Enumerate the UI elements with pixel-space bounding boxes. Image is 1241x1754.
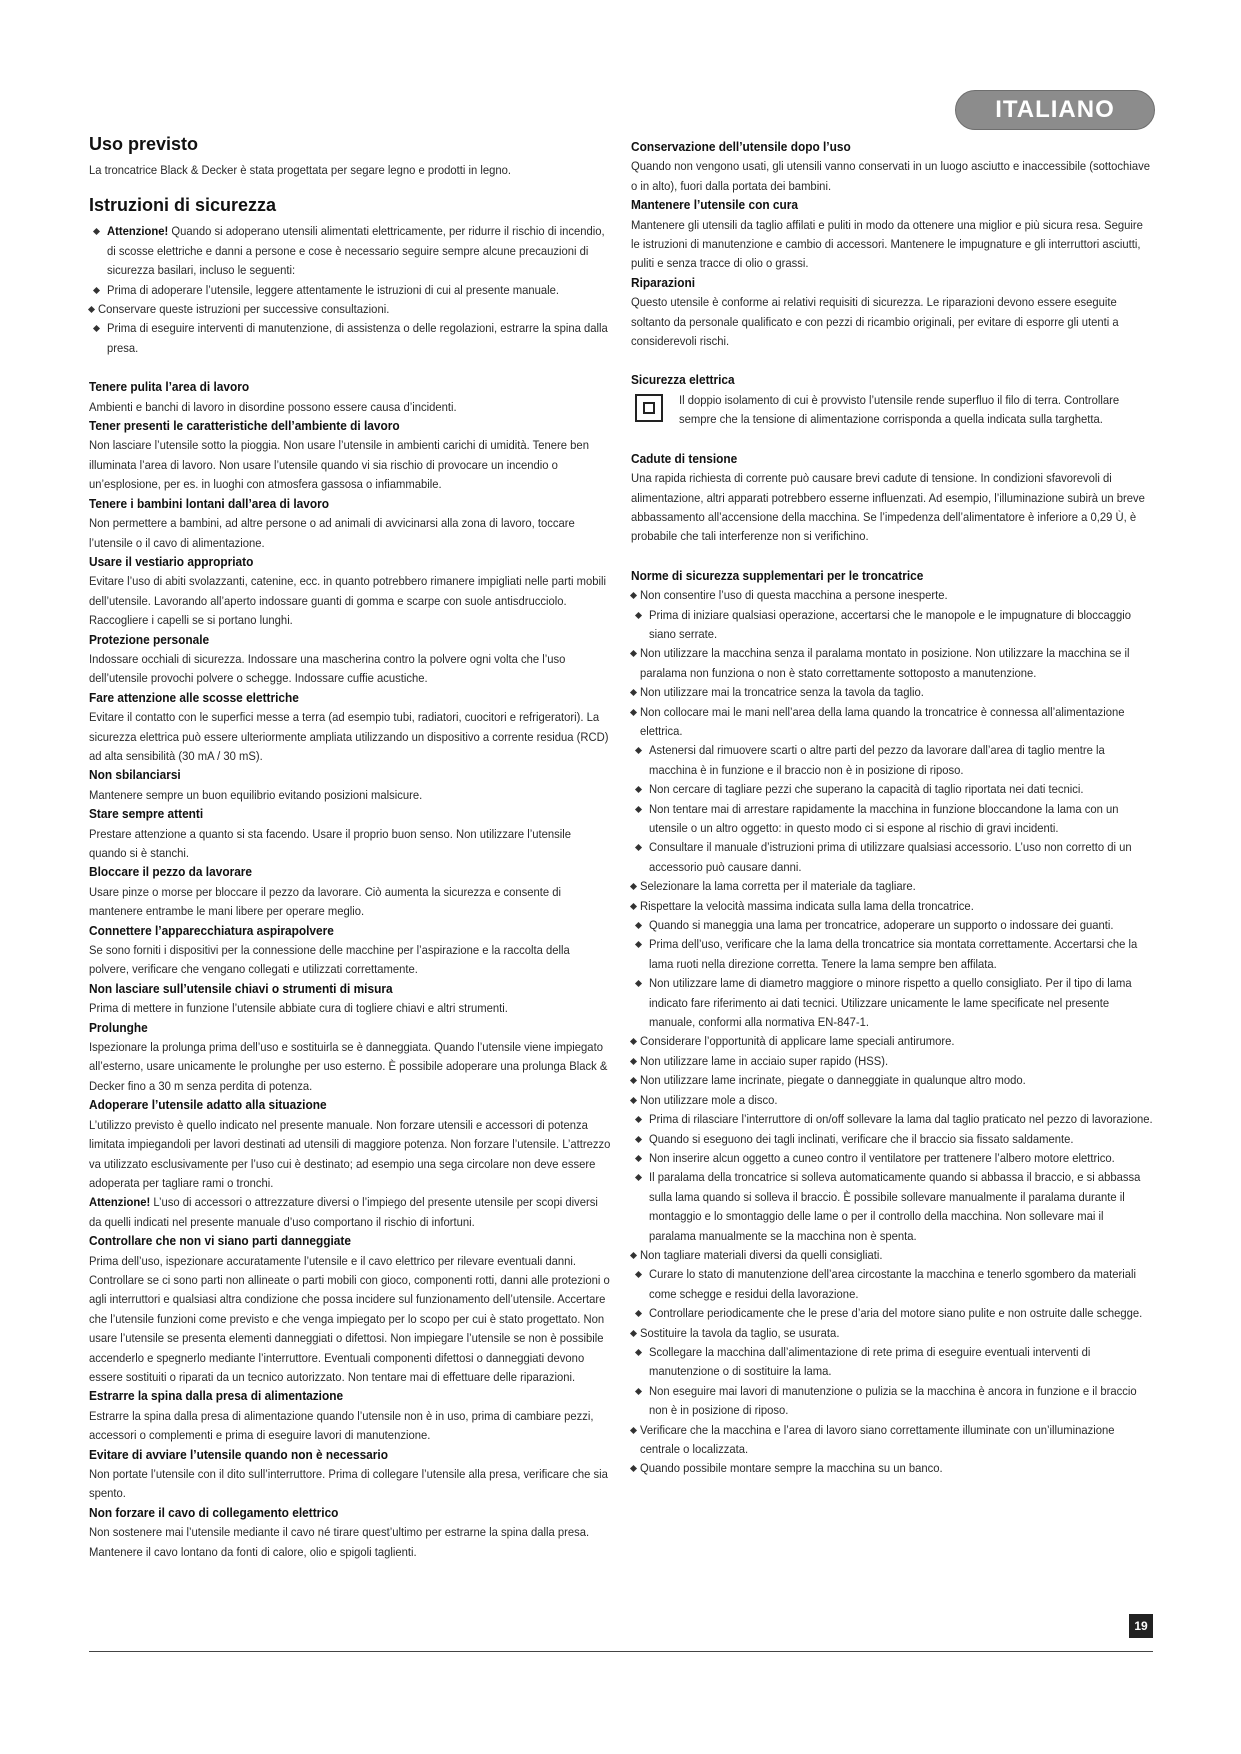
- block-heading: Fare attenzione alle scosse elettriche: [89, 690, 299, 705]
- block-heading: Stare sempre attenti: [89, 807, 204, 822]
- bullet-icon: [635, 1388, 642, 1395]
- bullet-icon: [630, 1427, 637, 1434]
- block-text: Non lasciare l’utensile sotto la pioggia. Non usare l’utensile in ambienti carichi di umidità. Tenere ben illuminata l’area di lavoro. Non usare l’utensile quando vi sia rischio di provocare un incendio o un’esplosione, per es. in luoghi con atmosfera gassosa o infiammabile.: [89, 438, 589, 492]
- list-item: [631, 1343, 1153, 1382]
- list-item: [631, 800, 1153, 839]
- block-heading: Bloccare il pezzo da lavorare: [89, 865, 253, 880]
- block-heading: Mantenere l’utensile con cura: [631, 198, 798, 213]
- bullet-icon: [635, 747, 642, 754]
- left-column: [89, 133, 611, 1562]
- warning-text: L’uso di accessori o attrezzature diversi o l’impiego del presente utensile per scopi diversi da quelli indicati nel presente manuale d’uso comportano il rischio di infortuni.: [89, 1195, 598, 1229]
- right-blocks: [631, 138, 1153, 351]
- list-item: [631, 1168, 1153, 1246]
- block-text: Quando non vengono usati, gli utensili vanno conservati in un luogo asciutto e inaccessibile (sottochiave o in alto), fuori dalla portata dei bambini.: [631, 159, 1150, 193]
- electrical-row: [631, 391, 1153, 430]
- safety-list: [89, 222, 611, 358]
- page-number: 19: [1129, 1614, 1153, 1638]
- list-item: [631, 1304, 1153, 1323]
- situation-warning: [89, 1193, 611, 1232]
- bullet-icon: [635, 1116, 642, 1123]
- list-item: [631, 1130, 1153, 1149]
- block-heading: Protezione personale: [89, 632, 210, 647]
- voltage-heading: Cadute di tensione: [631, 451, 738, 466]
- list-item: [631, 1382, 1153, 1421]
- list-item-text: Controllare periodicamente che le prese d’aria del motore siano pulite e non ostruite dalle schegge.: [649, 1306, 1143, 1321]
- list-item-text: Non eseguire mai lavori di manutenzione o pulizia se la macchina è ancora in funzione e il braccio non è in posizione di riposo.: [649, 1383, 1137, 1418]
- warning-text: Quando si adoperano utensili alimentati elettricamente, per ridurre il rischio di incendio, di scosse elettriche e danni a persone e cose è necessario seguire sempre alcune precauzioni di sicurezza basilari, incluso le seguenti:: [107, 224, 605, 278]
- bullet-icon: [630, 1252, 637, 1259]
- block-heading: Non sbilanciarsi: [89, 768, 181, 783]
- situation-text: L’utilizzo previsto è quello indicato nel presente manuale. Non forzare utensili e accessori di potenza limitata impiegandoli per lavori destinati ad utensili di maggiore potenza. Non forzare l’utensile. L’attrezzo va utilizzato esclusivamente per l’uso cui è destinato; ad esempio una sega circolare non deve essere adoperata per tagliare rami o tronchi.: [89, 1117, 611, 1190]
- block-text: Mantenere gli utensili da taglio affilati e puliti in modo da ottenere una miglior e più sicura resa. Seguire le istruzioni di manutenzione e cambio di accessori. Mantenere le impugnature e gli interruttori asciutti, puliti e senza tracce di olio o grassi.: [631, 217, 1143, 271]
- bullet-icon: [630, 883, 637, 890]
- bullet-icon: [635, 611, 642, 618]
- electrical-heading: Sicurezza elettrica: [631, 373, 735, 388]
- list-item: Prima di adoperare l’utensile, leggere attentamente le istruzioni di cui al presente manuale.: [89, 281, 611, 300]
- list-item-text: Non utilizzare lame in acciaio super rapido (HSS).: [640, 1053, 889, 1068]
- list-item-text: Non tagliare materiali diversi da quelli consigliati.: [640, 1247, 883, 1262]
- warning-label: Attenzione!: [107, 224, 169, 239]
- bullet-icon: [630, 1038, 637, 1045]
- safety-title: Istruzioni di sicurezza: [89, 195, 277, 216]
- list-item: [631, 644, 1153, 683]
- bullet-icon: [635, 844, 642, 851]
- block-heading: Non lasciare sull’utensile chiavi o strumenti di misura: [89, 981, 393, 996]
- list-item-text: Sostituire la tavola da taglio, se usurata.: [640, 1325, 840, 1340]
- block-text: Evitare l’uso di abiti svolazzanti, catenine, ecc. in quanto potrebbero rimanere impigliati nelle parti mobili dell’utensile. Lavorando all’aperto indossare guanti di gomma e scarpe con suole antisdrucciolo. Raccogliere i capelli se si portano lunghi.: [89, 574, 607, 628]
- list-item: [631, 1110, 1153, 1129]
- language-tab: ITALIANO: [955, 90, 1155, 130]
- block-heading: Tenere pulita l’area di lavoro: [89, 380, 250, 395]
- list-item-text: Prima dell’uso, verificare che la lama della troncatrice sia montata correttamente. Accertarsi che la lama ruoti nella direzione corretta. Tenere la lama sempre ben affilata.: [649, 937, 1138, 971]
- bullet-icon: [635, 1310, 642, 1317]
- bullet-icon: [630, 650, 637, 657]
- left-blocks-2: [89, 1232, 611, 1562]
- list-item: [631, 1246, 1153, 1265]
- bullet-icon: [635, 1174, 642, 1181]
- bullet-icon: [630, 903, 637, 910]
- list-item: [631, 974, 1153, 1032]
- list-item: [631, 916, 1153, 935]
- double-insulation-icon: [635, 394, 663, 422]
- list-item-text: Curare lo stato di manutenzione dell’area circostante la macchina e tenerlo sgombero da materiali come schegge e residui della lavorazione.: [649, 1267, 1137, 1301]
- list-item: [631, 877, 1153, 896]
- intended-use-text: La troncatrice Black & Decker è stata progettata per segare legno e prodotti in legno.: [89, 163, 512, 177]
- list-item-text: Non utilizzare mai la troncatrice senza la tavola da taglio.: [640, 685, 924, 700]
- block-text: Se sono forniti i dispositivi per la connessione delle macchine per l’aspirazione e la raccolta della polvere, verificare che vengano collegati e utilizzati correttamente.: [89, 943, 570, 977]
- block-text: Indossare occhiali di sicurezza. Indossare una mascherina contro la polvere ogni volta che l’uso dell’utensile provochi polvere o schegge. Indossare cuffie acustiche.: [89, 651, 566, 686]
- block-text: Questo utensile è conforme ai relativi requisiti di sicurezza. Le riparazioni devono essere eseguite soltanto da personale qualificato e con pezzi di ricambio originali, per evitare di esporre gli utenti a considerevoli rischi.: [631, 295, 1119, 349]
- bullet-icon: [635, 786, 642, 793]
- list-item-text: Il paralama della troncatrice si solleva automaticamente quando si abbassa il braccio, e si abbassa sulla lama quando si solleva il braccio. È possibile sollevare manualmente il paralama durante il montaggio e lo smontaggio delle lame o per il controllo della macchina. Non sollevare mai il paralama manualmente se la macchina non è spenta.: [649, 1170, 1141, 1243]
- list-item-text: Non utilizzare la macchina senza il paralama montato in posizione. Non utilizzare la macchina se il paralama non funziona o non è stato correttamente sottoposto a manutenzione.: [640, 646, 1130, 680]
- block-heading: Conservazione dell’utensile dopo l’uso: [631, 140, 851, 154]
- bullet-icon: [630, 1097, 637, 1104]
- list-item: [631, 741, 1153, 780]
- list-item-text: Non cercare di tagliare pezzi che superano la capacità di taglio riportata nei dati tecnici.: [649, 782, 1084, 797]
- list-item-text: Non collocare mai le mani nell’area della lama quando la troncatrice è connessa all’alimentazione elettrica.: [640, 704, 1125, 738]
- list-item: [631, 780, 1153, 799]
- bullet-icon: [635, 1271, 642, 1278]
- block-heading: Evitare di avviare l’utensile quando non è necessario: [89, 1447, 388, 1462]
- block-text: Prestare attenzione a quanto si sta facendo. Usare il proprio buon senso. Non utilizzare l’utensile quando si è stanchi.: [89, 826, 572, 860]
- left-blocks: [89, 378, 611, 1096]
- block-heading: Riparazioni: [631, 275, 696, 290]
- bullet-icon: [93, 325, 100, 332]
- list-item-text: Non tentare mai di arrestare rapidamente la macchina in funzione bloccandone la lama con un utensile o un altro oggetto: in questo modo ci si espone al rischio di gravi incidenti.: [649, 801, 1119, 835]
- list-item-text: Consultare il manuale d’istruzioni prima di utilizzare qualsiasi accessorio. L’uso non corretto di un accessorio può causare danni.: [649, 840, 1132, 874]
- block-text: Prima di mettere in funzione l’utensile abbiate cura di togliere chiavi e altri strumenti.: [89, 1001, 508, 1016]
- voltage-text: Una rapida richiesta di corrente può causare brevi cadute di tensione. In condizioni sfavorevoli di alimentazione, altri apparati potrebbero esserne influenzati. Ad esempio, l’illuminazione subirà un breve abbassamento all’accensione della macchina. Se l’impedenza dell’alimentatore è inferiore a 0,29 Ù, è probabile che tali interferenze non si verifichino.: [631, 471, 1145, 544]
- list-item-text: Selezionare la lama corretta per il materiale da tagliare.: [640, 879, 916, 894]
- list-item-text: Non inserire alcun oggetto a cuneo contro il ventilatore per trattenere l’albero motore elettrico.: [649, 1150, 1115, 1165]
- block-heading: Estrarre la spina dalla presa di alimentazione: [89, 1389, 344, 1404]
- footer-rule: [89, 1651, 1153, 1652]
- block-text: Non permettere a bambini, ad altre persone o ad animali di avvicinarsi alla zona di lavoro, toccare l’utensile o il cavo di alimentazione.: [89, 516, 575, 550]
- list-item: [631, 1052, 1153, 1071]
- block-text: Ambienti e banchi di lavoro in disordine possono essere causa d’incidenti.: [89, 399, 457, 414]
- list-item: [631, 838, 1153, 877]
- list-item: [631, 683, 1153, 702]
- bullet-icon: [88, 306, 95, 313]
- list-item-text: Astenersi dal rimuovere scarti o altre parti del pezzo da lavorare dall’area di taglio mentre la macchina è in funzione e il braccio non è in posizione di riposo.: [649, 743, 1105, 777]
- right-column: [631, 138, 1153, 1479]
- bullet-icon: [635, 1135, 642, 1142]
- block-text: Evitare il contatto con le superfici messe a terra (ad esempio tubi, radiatori, cuocitori e refrigeratori). La sicurezza elettrica può essere ulteriormente ampliata utilizzando un dispositivo a corrente residua (RCD) ad alta sensibilità (30 mA / 30 mS).: [89, 710, 609, 763]
- list-item-text: Non utilizzare lame di diametro maggiore o minore rispetto a quello consigliato. Per il tipo di lama indicato fare riferimento ai dati tecnici. Utilizzare unicamente le lame specificate nel presente manuale, conformi alla normativa EN-847-1.: [649, 976, 1132, 1030]
- bullet-icon: [635, 922, 642, 929]
- block-heading: Usare il vestiario appropriato: [89, 554, 254, 569]
- list-item: [631, 606, 1153, 645]
- block-text: Ispezionare la prolunga prima dell’uso e sostituirla se è danneggiata. Quando l’utensile viene impiegato all’esterno, usare unicamente le prolunghe per uso esterno. È possibile adoperare una prolunga Black & Decker fino a 30 m senza perdita di potenza.: [89, 1040, 608, 1093]
- warning-label: Attenzione!: [89, 1195, 151, 1210]
- list-item: [631, 1032, 1153, 1051]
- block-text: Non portate l’utensile con il dito sull’interruttore. Prima di collegare l’utensile alla presa, verificare che sia spento.: [89, 1467, 608, 1501]
- list-item-text: Quando si maneggia una lama per troncatrice, adoperare un supporto o indossare dei guanti.: [649, 918, 1114, 933]
- bullet-icon: [630, 592, 637, 599]
- extra-rules-heading: Norme di sicurezza supplementari per le troncatrice: [631, 568, 924, 583]
- list-item-text: Non utilizzare mole a disco.: [640, 1092, 778, 1107]
- list-item: [89, 222, 611, 280]
- bullet-icon: [635, 1349, 642, 1356]
- bullet-icon: [630, 1058, 637, 1065]
- bullet-icon: [635, 980, 642, 987]
- bullet-icon: [630, 1330, 637, 1337]
- bullet-icon: [630, 689, 637, 696]
- list-item-text: Scollegare la macchina dall’alimentazione di rete prima di eseguire eventuali interventi di manutenzione o di sostituire la lama.: [649, 1344, 1091, 1379]
- bullet-icon: [630, 1465, 637, 1472]
- situation-heading: Adoperare l’utensile adatto alla situazione: [89, 1098, 327, 1113]
- list-item-text: Rispettare la velocità massima indicata sulla lama della troncatrice.: [640, 898, 974, 913]
- block-text: Estrarre la spina dalla presa di alimentazione quando l’utensile non è in uso, prima di cambiare pezzi, accessori o complementi e prima di eseguire lavori di manutenzione.: [89, 1408, 594, 1443]
- list-item-text: Prima di iniziare qualsiasi operazione, accertarsi che le manopole e le impugnature di bloccaggio siano serrate.: [649, 607, 1132, 641]
- bullet-icon: [635, 941, 642, 948]
- block-heading: Prolunghe: [89, 1020, 148, 1035]
- block-text: Usare pinze o morse per bloccare il pezzo da lavorare. Ciò aumenta la sicurezza e consente di mantenere entrambe le mani libere per operare meglio.: [89, 884, 562, 919]
- list-item-text: Non utilizzare lame incrinate, piegate o danneggiate in qualunque altro modo.: [640, 1073, 1026, 1088]
- bullet-icon: [93, 228, 100, 235]
- list-item: [631, 586, 1153, 605]
- list-item-text: Considerare l’opportunità di applicare lame speciali antirumore.: [640, 1034, 955, 1049]
- list-item-text: Quando si eseguono dei tagli inclinati, verificare che il braccio sia fissato saldamente.: [649, 1131, 1074, 1146]
- list-item: [631, 897, 1153, 916]
- block-heading: Non forzare il cavo di collegamento elettrico: [89, 1505, 339, 1520]
- electrical-text: Il doppio isolamento di cui è provvisto l’utensile rende superfluo il filo di terra. Controllare sempre che la tensione di alimentazione corrisponda a quella indicata sulla targhetta.: [679, 392, 1120, 427]
- bullet-icon: [93, 287, 100, 294]
- block-text: Prima dell’uso, ispezionare accuratamente l’utensile e il cavo elettrico per rilevare eventuali danni. Controllare se ci sono parti non allineate o parti mobili con gioco, componenti rotti, danni alle protezioni o agli interruttori e qualsiasi altra condizione che possa incidere sul funzionamento dell’utensile. Accertare che l’utensile funzioni come previsto e che venga impiegato per lo scopo per cui è stato progettato. Non usare l’utensile se presenta elementi danneggiati o difettosi. Non impiegare l’utensile se non è possibile accenderlo e spegnerlo mediante l’interruttore. Eventuali componenti difettosi o danneggiati devono essere sostituiti o riparati da un tecnico autorizzato. Non tentare mai di effettuare delle riparazioni.: [89, 1253, 610, 1384]
- block-text: Non sostenere mai l’utensile mediante il cavo né tirare quest’ultimo per estrarne la spina dalla presa. Mantenere il cavo lontano da fonti di calore, olio e spigoli taglienti.: [89, 1525, 590, 1559]
- list-item: Prima di eseguire interventi di manutenzione, di assistenza o delle regolazioni, estrarre la spina dalla presa.: [89, 319, 611, 358]
- extra-rules-list: [631, 586, 1153, 1479]
- list-item-text: Verificare che la macchina e l’area di lavoro siano correttamente illuminate con un’illuminazione centrale o localizzata.: [640, 1422, 1115, 1456]
- list-item: [631, 1149, 1153, 1168]
- block-heading: Tener presenti le caratteristiche dell’ambiente di lavoro: [89, 419, 400, 434]
- bullet-icon: [630, 709, 637, 716]
- block-heading: Connettere l’apparecchiatura aspirapolvere: [89, 923, 334, 938]
- intended-use-title: Uso previsto: [89, 134, 199, 154]
- list-item: [631, 1421, 1153, 1460]
- list-item: Conservare queste istruzioni per successive consultazioni.: [89, 300, 611, 319]
- list-item-text: Non consentire l’uso di questa macchina a persone inesperte.: [640, 588, 948, 603]
- block-text: Mantenere sempre un buon equilibrio evitando posizioni malsicure.: [89, 787, 423, 802]
- list-item: [631, 1459, 1153, 1478]
- list-item: [631, 935, 1153, 974]
- list-item: [631, 1091, 1153, 1110]
- list-item-text: Quando possibile montare sempre la macchina su un banco.: [640, 1461, 943, 1476]
- list-item: [631, 1071, 1153, 1090]
- bullet-icon: [635, 1155, 642, 1162]
- list-item: [631, 1265, 1153, 1304]
- block-heading: Tenere i bambini lontani dall’area di lavoro: [89, 496, 329, 511]
- bullet-icon: [630, 1077, 637, 1084]
- bullet-icon: [635, 806, 642, 813]
- block-heading: Controllare che non vi siano parti danneggiate: [89, 1234, 351, 1249]
- list-item-text: Prima di rilasciare l’interruttore di on/off sollevare la lama dal taglio praticato nel pezzo di lavorazione.: [649, 1112, 1153, 1127]
- list-item: [631, 703, 1153, 742]
- list-item: [631, 1324, 1153, 1343]
